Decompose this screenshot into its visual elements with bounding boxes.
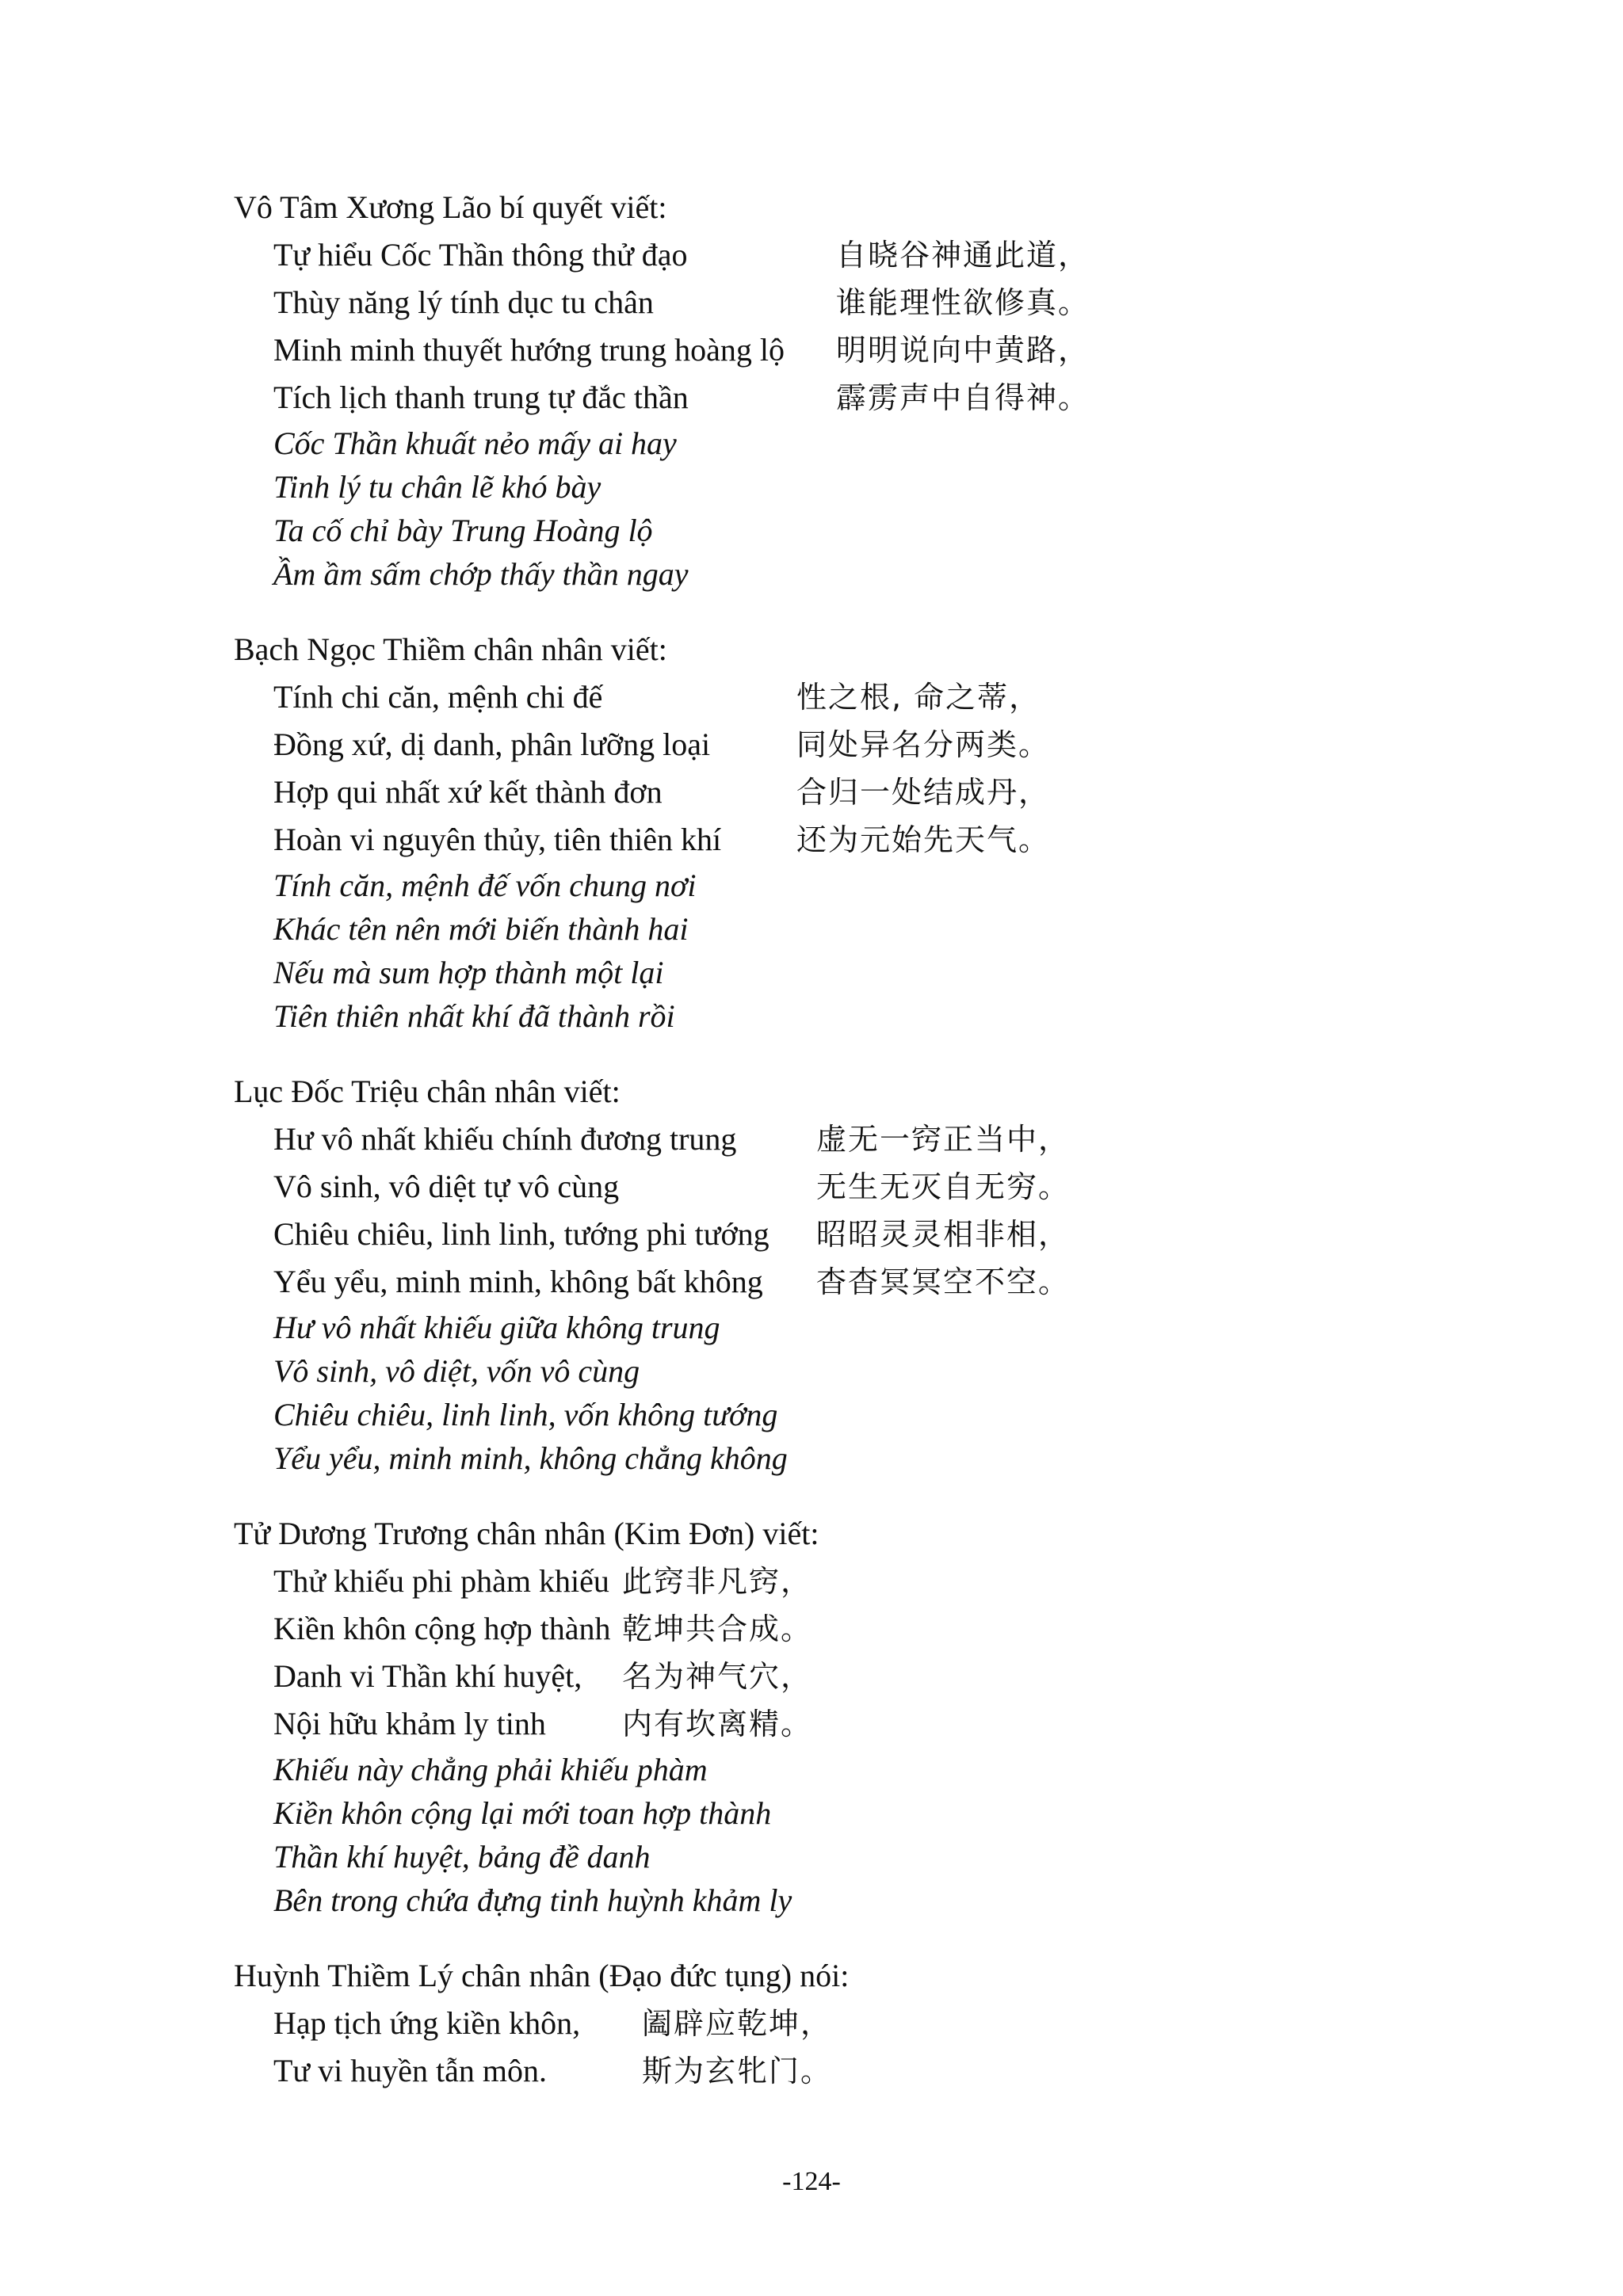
translation-line: Thần khí huyệt, bảng đề danh <box>273 1839 651 1875</box>
verse-vietnamese: Hợp qui nhất xứ kết thành đơn <box>273 774 663 810</box>
verse-vietnamese: Minh minh thuyết hướng trung hoàng lộ <box>273 332 785 368</box>
verse-chinese: 无生无灭自无穷。 <box>816 1169 1071 1204</box>
section-heading: Lục Đốc Triệu chân nhân viết: <box>234 1074 621 1109</box>
verse-vietnamese: Kiền khôn cộng hợp thành <box>273 1611 611 1646</box>
verse-chinese: 昭昭灵灵相非相， <box>816 1217 1071 1252</box>
verse-chinese: 还为元始先天气。 <box>796 822 1051 857</box>
verse-row <box>234 673 1423 721</box>
verse-row <box>234 2000 1423 2047</box>
section-heading: Huỳnh Thiềm Lý chân nhân (Đạo đức tụng) nói: <box>234 1958 850 1993</box>
verse-row <box>234 1116 1423 1163</box>
translation-line: Tinh lý tu chân lẽ khó bày <box>273 469 601 505</box>
verse-chinese: 谁能理性欲修真。 <box>836 285 1090 320</box>
verse-row <box>234 769 1423 816</box>
poem-section-1 <box>234 184 1423 596</box>
verse-chinese: 霹雳声中自得神。 <box>836 380 1090 415</box>
poem-section-4 <box>234 1510 1423 1922</box>
translation-line: Ta cố chỉ bày Trung Hoàng lộ <box>273 513 653 548</box>
translation-line: Hư vô nhất khiếu giữa không trung <box>273 1310 720 1345</box>
verse-vietnamese: Tư vi huyền tẫn môn. <box>273 2053 547 2088</box>
section-heading: Tử Dương Trương chân nhân (Kim Đơn) viết: <box>234 1516 819 1551</box>
translation-line: Khác tên nên mới biến thành hai <box>273 911 689 947</box>
verse-vietnamese: Hạp tịch ứng kiền khôn, <box>273 2005 581 2041</box>
verse-chinese: 此窍非凡窍， <box>622 1564 813 1599</box>
poem-section-3 <box>234 1068 1423 1480</box>
verse-chinese: 虚无一窍正当中， <box>816 1122 1071 1157</box>
page-number: -124- <box>782 2167 841 2196</box>
translation-line: Nếu mà sum hợp thành một lại <box>273 955 664 990</box>
verse-vietnamese: Đồng xứ, dị danh, phân lưỡng loại <box>273 727 711 762</box>
verse-vietnamese: Hư vô nhất khiếu chính đương trung <box>273 1121 737 1157</box>
verse-row <box>234 374 1423 421</box>
section-heading: Bạch Ngọc Thiềm chân nhân viết: <box>234 631 667 667</box>
verse-row <box>234 1258 1423 1306</box>
verse-chinese: 性之根, 命之蒂， <box>796 680 1041 715</box>
verse-chinese: 明明说向中黄路， <box>836 333 1090 368</box>
translation-line: Bên trong chứa đựng tinh huỳnh khảm ly <box>273 1882 792 1918</box>
translation-line: Chiêu chiêu, linh linh, vốn không tướng <box>273 1397 778 1432</box>
verse-row <box>234 1653 1423 1700</box>
verse-row <box>234 326 1423 374</box>
translation-line: Kiền khôn cộng lại mới toan hợp thành <box>273 1795 772 1831</box>
translation-line: Cốc Thần khuất nẻo mấy ai hay <box>273 425 677 461</box>
verse-chinese: 同处异名分两类。 <box>796 727 1051 762</box>
verse-chinese: 内有坎离精。 <box>622 1707 813 1741</box>
translation-line: Tiên thiên nhất khí đã thành rồi <box>273 998 675 1034</box>
verse-chinese: 合归一处结成丹， <box>796 775 1051 810</box>
verse-chinese: 斯为玄牝门。 <box>642 2054 833 2088</box>
verse-row <box>234 1211 1423 1258</box>
verse-vietnamese: Tích lịch thanh trung tự đắc thần <box>273 379 689 415</box>
verse-vietnamese: Chiêu chiêu, linh linh, tướng phi tướng <box>273 1216 769 1252</box>
verse-row <box>234 721 1423 769</box>
verse-chinese: 自晓谷神通此道， <box>836 238 1090 273</box>
verse-vietnamese: Tự hiểu Cốc Thần thông thử đạo <box>273 237 688 273</box>
verse-row <box>234 1700 1423 1748</box>
verse-chinese: 杳杳冥冥空不空。 <box>816 1264 1071 1299</box>
verse-vietnamese: Tính chi căn, mệnh chi đế <box>273 679 603 715</box>
translation-line: Tính căn, mệnh đế vốn chung nơi <box>273 868 697 903</box>
verse-vietnamese: Hoàn vi nguyên thủy, tiên thiên khí <box>273 822 722 857</box>
verse-row <box>234 2047 1423 2095</box>
verse-row <box>234 816 1423 864</box>
verse-row <box>234 279 1423 326</box>
verse-vietnamese: Vô sinh, vô diệt tự vô cùng <box>273 1169 620 1204</box>
translation-line: Ầm ầm sấm chớp thấy thần ngay <box>273 556 689 592</box>
verse-row <box>234 1605 1423 1653</box>
verse-chinese: 乾坤共合成。 <box>622 1611 813 1646</box>
translation-line: Khiếu này chẳng phải khiếu phàm <box>273 1752 708 1787</box>
verse-vietnamese: Thử khiếu phi phàm khiếu <box>273 1563 609 1599</box>
translation-line: Vô sinh, vô diệt, vốn vô cùng <box>273 1353 640 1389</box>
section-heading: Vô Tâm Xương Lão bí quyết viết: <box>234 189 667 225</box>
verse-chinese: 阖辟应乾坤， <box>642 2006 833 2041</box>
verse-row <box>234 1163 1423 1211</box>
verse-vietnamese: Danh vi Thần khí huyệt, <box>273 1658 582 1694</box>
translation-line: Yểu yểu, minh minh, không chẳng không <box>273 1440 788 1476</box>
verse-row <box>234 231 1423 279</box>
poem-section-2 <box>234 626 1423 1038</box>
poem-section-5 <box>234 1952 1423 2095</box>
verse-vietnamese: Yểu yểu, minh minh, không bất không <box>273 1264 763 1299</box>
verse-row <box>234 1558 1423 1605</box>
verse-chinese: 名为神气穴， <box>622 1659 813 1694</box>
verse-vietnamese: Nội hữu khảm ly tinh <box>273 1706 546 1741</box>
verse-vietnamese: Thùy năng lý tính dục tu chân <box>273 284 654 320</box>
